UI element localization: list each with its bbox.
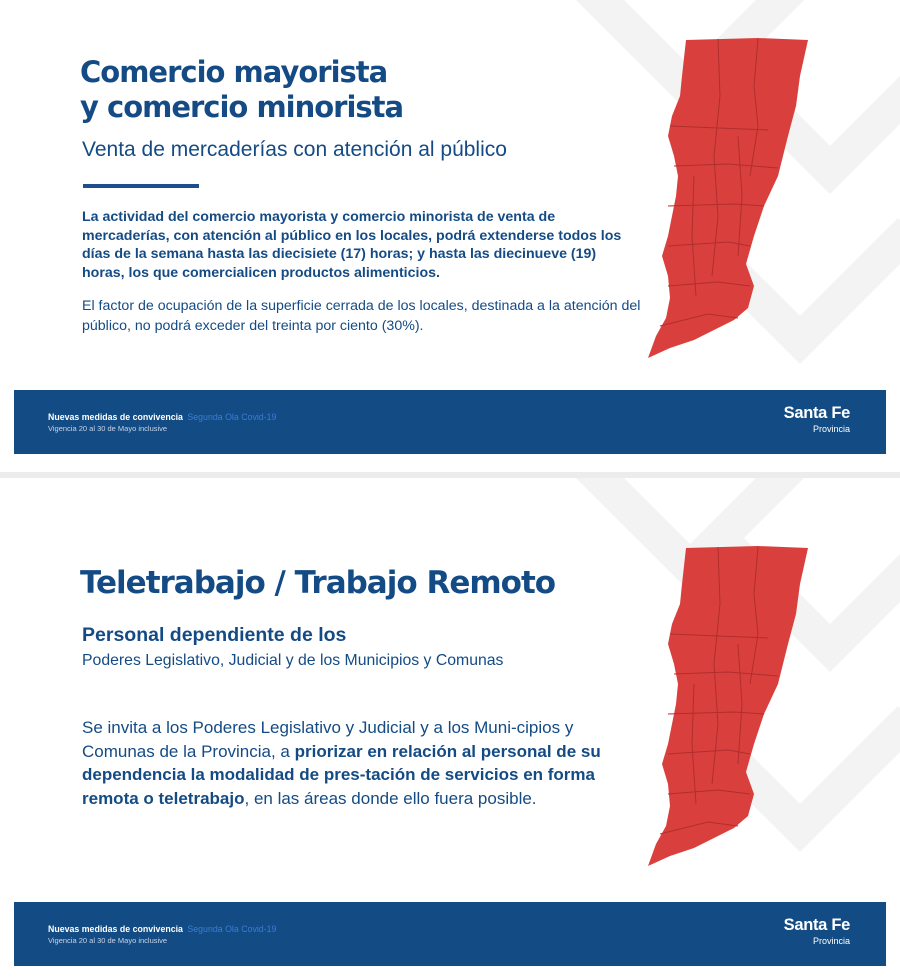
footer-campaign-accent: Segunda Ola Covid-19 xyxy=(187,412,277,422)
footer-bar xyxy=(14,902,886,966)
brand-sub: Provincia xyxy=(812,936,850,946)
paragraph-bold: La actividad del comercio mayorista y comercio minorista de venta de mercaderías, con atención al público en los locales, podrá extenderse todos los días de la semana hasta las diecisiete (17) horas; y hasta las diecinueve (19) horas, los que comercialicen productos alimenticios. xyxy=(82,209,622,281)
footer-campaign-accent: Segunda Ola Covid-19 xyxy=(187,924,277,934)
footer-campaign-label: Nuevas medidas de convivencia xyxy=(48,924,183,934)
footer-campaign-label: Nuevas medidas de convivencia xyxy=(48,412,183,422)
footer-validity: Vigencia 20 al 30 de Mayo inclusive xyxy=(48,424,168,433)
paragraph xyxy=(82,716,602,810)
brand-name: Santa Fe xyxy=(783,404,850,422)
brand-sub: Provincia xyxy=(812,424,850,434)
subtitle-bold: Personal dependiente de los xyxy=(82,624,347,646)
footer-campaign xyxy=(48,412,276,422)
subtitle-regular: Poderes Legislativo, Judicial y de los Municipios y Comunas xyxy=(82,652,504,669)
slide-teletrabajo xyxy=(0,478,900,980)
title-line-1: Comercio mayorista xyxy=(80,55,388,89)
santa-fe-map xyxy=(638,544,818,868)
santa-fe-logo xyxy=(784,916,850,946)
santa-fe-logo xyxy=(784,404,850,434)
page-title: Teletrabajo / Trabajo Remoto xyxy=(80,565,556,601)
title-line-2: y comercio minorista xyxy=(80,90,404,124)
footer-bar xyxy=(14,390,886,454)
paragraph-text-2: , en las áreas donde ello fuera posible. xyxy=(244,788,537,808)
brand-name: Santa Fe xyxy=(783,916,850,934)
footer-campaign xyxy=(48,924,276,934)
paragraph-regular: El factor de ocupación de la superficie cerrada de los locales, destinada a la atención del público, no podrá exceder del treinta por ciento (30%). xyxy=(82,298,641,334)
slide-comercio xyxy=(0,0,900,472)
divider xyxy=(83,184,199,188)
footer-validity: Vigencia 20 al 30 de Mayo inclusive xyxy=(48,936,168,945)
santa-fe-map xyxy=(638,36,818,360)
paragraph-text-1: Se invita a los Poderes Legislativo y Judicial y a los Muni-cipios y Comunas de la Provincia, a xyxy=(82,718,574,761)
page-title xyxy=(80,55,403,125)
paragraph-emphasis: priorizar en relación al personal de su dependencia la modalidad de pres-tación de servicios en forma remota o teletrabajo xyxy=(82,741,601,808)
subtitle: Venta de mercaderías con atención al público xyxy=(82,138,507,161)
